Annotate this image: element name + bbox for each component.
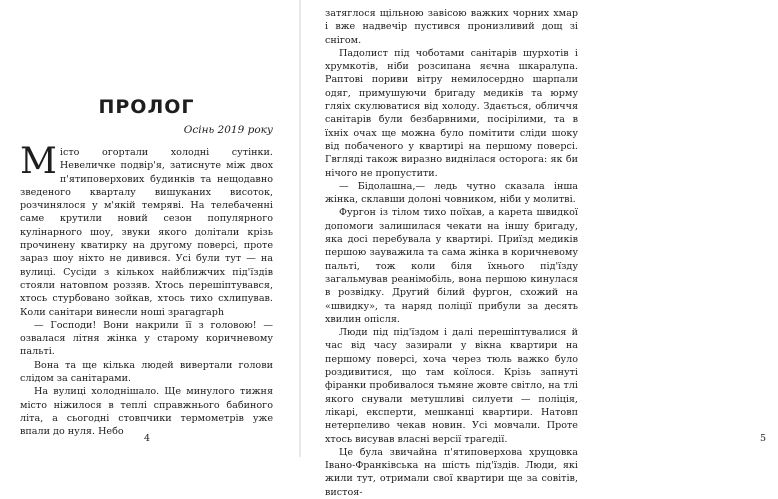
page-number-left: 4 <box>143 433 151 444</box>
body-paragraph: Падолист під чоботами санітарів шурхотів і хрумкотів, ніби розсипана яєчна шкаралупа. Раптові пориви вітру немилосердно шарпали одяг, примушуючи бригаду медиків та юрму гляіх скулюватися від холоду. Здається, обличчя санітарів були безбарвними, посірілими, та в їхніх очах ще можна було помітити сліди шоку від побаченого у квартирі на першому поверсі. Гвгляді також виразно виднілася осторога: як би нічого не пропустити. <box>325 47 578 179</box>
chapter-heading: ПРОЛОГ <box>98 96 195 118</box>
page-number-right: 5 <box>759 433 767 444</box>
body-paragraph: На вулиці холоднішало. Ще минулого тижня місто ніжилося в теплі справжнього бабиного літа, а сьогодні стовпчики термометрів уже впали до нуля. Небо <box>20 386 273 438</box>
chapter-subheading: Осінь 2019 року <box>183 124 273 136</box>
body-paragraph: Це була звичайна п'ятиповерхова хрущовка Івано-Франківська на шість під'їздів. Люди, які жили тут, отримали свої квартири ще за совітів, вистоя- <box>325 446 578 498</box>
body-paragraph: Люди під під'їздом і далі перешіптувалися й час від часу зазирали у вікна квартири на першому поверсі, хоча через тюль важко було роздивитися, що там коїлося. Крізь запнуті фіранки пробивалося тьмяне жовте світло, на тлі якого снували метушливі силуети — поліція, лікарі, експерти, мешканці квартири. Натовп нетерпеливо чекав новин. Усі мовчали. Проте хтось висував власні версії трагедії. <box>325 327 578 445</box>
body-paragraph: Фургон із тілом тихо поїхав, а карета швидкої допомоги залишилася чекати на іншу бригаду, яка досі перебувала у квартирі. Приїзд медиків першою зауважила та сама жінка в коричневому пальті, тож коли біля їхнього під'їзду загальмував реанімобіль, вона першою кинулася в розвідку. Другий білий фургон, схожий на «швидку», та наряд поліції прибули за десять хвилин опісля. <box>325 207 578 325</box>
left-page-body <box>20 141 273 439</box>
right-page-body <box>325 7 578 499</box>
body-paragraph <box>20 141 273 319</box>
paragraph-text: істо огортали холодні сутінки. Невеличке подвір'я, затиснуте між двох п'ятиповерхових будинків та нещодавно зведеного кварталу вишуканих висоток, розчинялося у м'якій темряві. На телебаченні саме крутили новий сезон популярного кулінарного шоу, звуки якого долітали крізь прочинену кватирку на другому поверсі, проте зараз шоу ніхто не дивився. Усі були тут — на вулиці. Сусіди з кількох найближчих під'їздів стояли натовпом роззяв. Хтось перешіптувався, хтось стурбовано зойкав, хтось тихо схлипував. Коли санітари винесли ноші зparagraph <box>20 147 273 318</box>
body-paragraph: — Господи! Вони накрили її з головою! — озвалася літня жінка у старому коричневому пальті. <box>20 319 273 358</box>
body-paragraph: затяглося щільною завісою важких чорних хмар і вже надвечір пустився пронизливий дощ зі снігом. <box>325 8 578 46</box>
body-paragraph: Вона та ще кілька людей вивертали голови слідом за санітарами. <box>20 359 273 385</box>
drop-cap: М <box>20 141 57 182</box>
body-paragraph: — Бідолашна,— ледь чутно сказала інша жінка, склавши долоні човником, ніби у молитві. <box>325 180 578 206</box>
